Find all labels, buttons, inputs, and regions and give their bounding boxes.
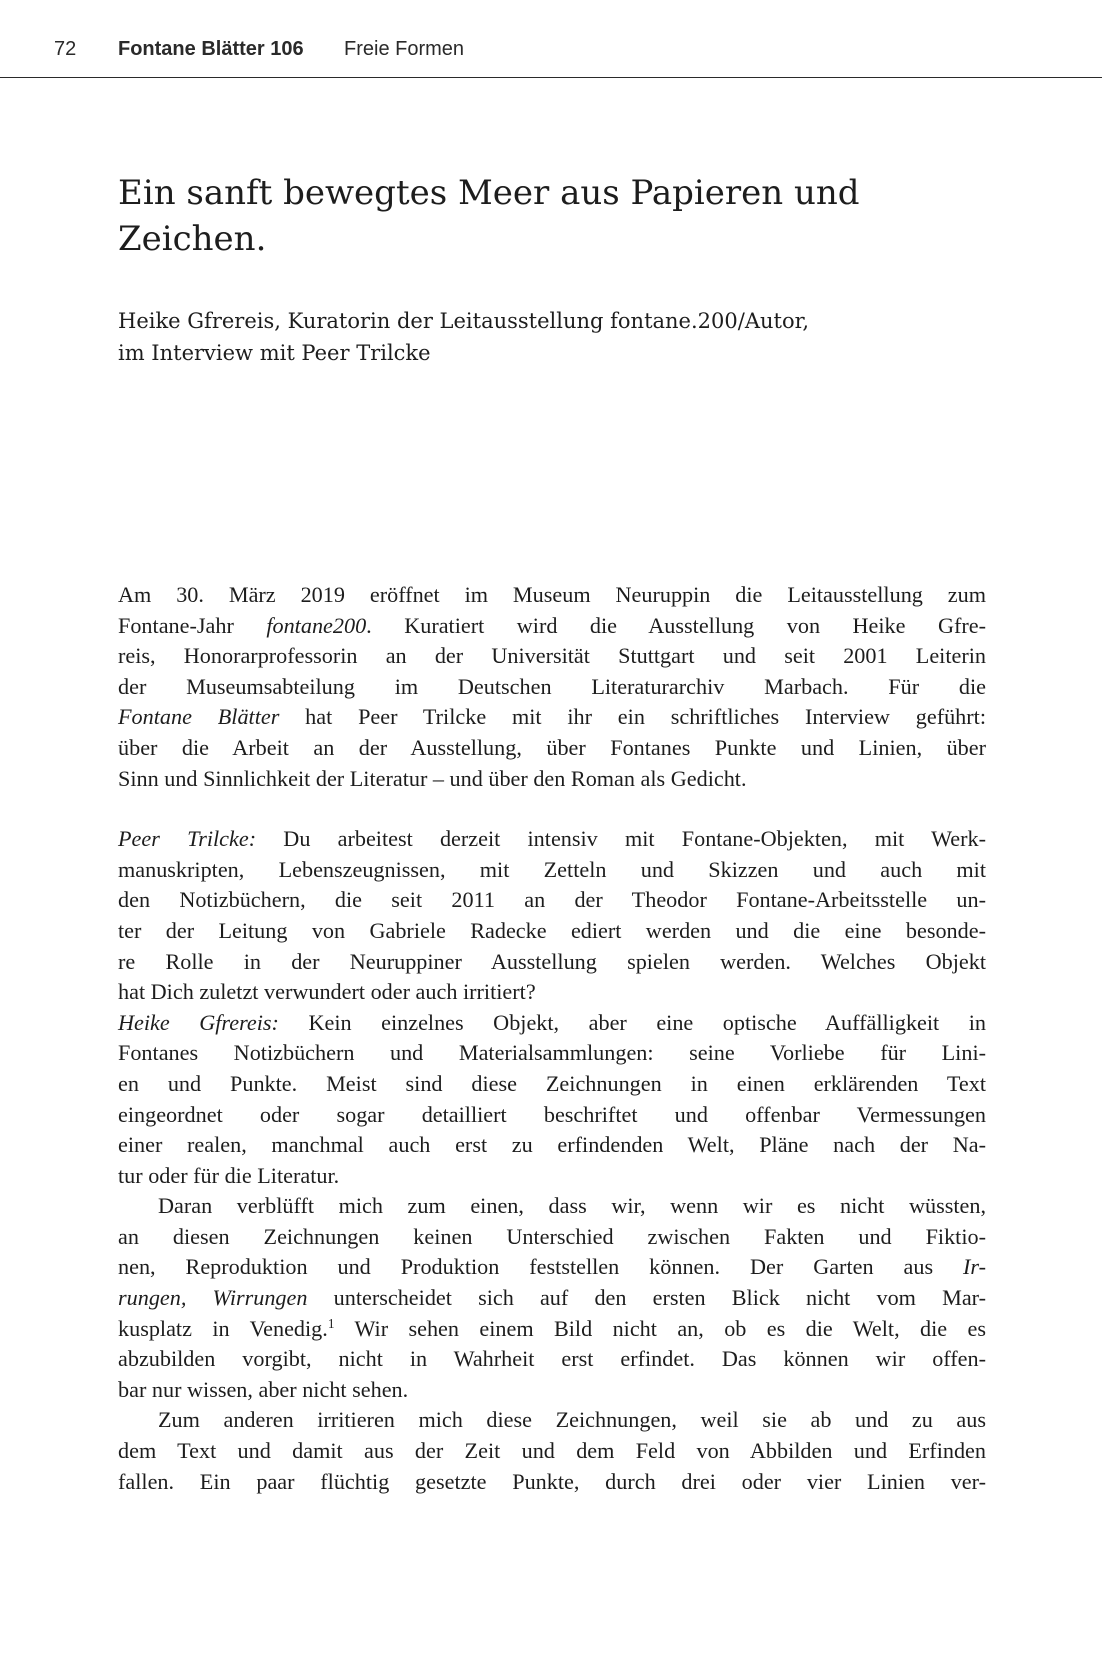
running-head [0, 0, 1102, 78]
text-run: nen, Reproduktion und Produktion feststellen können. Der Garten aus [118, 1254, 964, 1280]
text-line: Daran verblüfft mich zum einen, dass wir, wenn wir es nicht wüssten, [158, 1193, 986, 1219]
text-run: . Kuratiert wird die Ausstellung von Heike Gfre- [366, 612, 987, 638]
text-run-italic: rungen, Wirrungen [118, 1285, 308, 1311]
footnote-marker: 1 [327, 1315, 335, 1331]
text-run: hat Peer Trilcke mit ihr ein schriftliches Interview geführt: [279, 704, 986, 730]
answer-paragraph [118, 1405, 986, 1497]
text-line: abzubilden vorgibt, nicht in Wahrheit erst erfindet. Das können wir offen- [118, 1346, 986, 1372]
article-byline [118, 305, 978, 369]
page-number: 72 [54, 38, 77, 60]
intro-paragraph [118, 580, 986, 794]
text-run-italic: Fontane Blätter [118, 704, 280, 730]
text-line [118, 824, 986, 855]
text-line: bar nur wissen, aber nicht sehen. [118, 1376, 409, 1402]
journal-title: Fontane Blätter 106 [118, 38, 304, 60]
text-line: der Museumsabteilung im Deutschen Literaturarchiv Marbach. Für die [118, 673, 986, 699]
text-line: reis, Honorarprofessorin an der Universität Stuttgart und seit 2001 Leiterin [118, 643, 986, 669]
text-run-italic: Ir- [963, 1254, 986, 1280]
article-body [118, 580, 986, 1497]
text-run: Wir sehen einem Bild nicht an, ob es die Welt, die es [334, 1315, 986, 1341]
text-run: unterscheidet sich auf den ersten Blick nicht vom Mar- [307, 1285, 987, 1311]
text-line: fallen. Ein paar flüchtig gesetzte Punkte, durch drei oder vier Linien ver- [118, 1468, 986, 1494]
text-line: manuskripten, Lebenszeugnissen, mit Zetteln und Skizzen und auch mit [118, 856, 986, 882]
text-line: Sinn und Sinnlichkeit der Literatur – und über den Roman als Gedicht. [118, 765, 747, 791]
text-run-italic: fontane200 [266, 612, 367, 638]
text-line: re Rolle in der Neuruppiner Ausstellung spielen werden. Welches Objekt [118, 948, 986, 974]
text-line: tur oder für die Literatur. [118, 1162, 340, 1188]
text-line: ter der Leitung von Gabriele Radecke ediert werden und die eine besonde- [118, 917, 986, 943]
text-line: Zum anderen irritieren mich diese Zeichnungen, weil sie ab und zu aus [158, 1407, 986, 1433]
question-paragraph [118, 824, 986, 1008]
text-line: an diesen Zeichnungen keinen Unterschied zwischen Fakten und Fiktio- [118, 1223, 986, 1249]
speaker-name: Heike Gfrereis: [118, 1009, 279, 1035]
text-line [118, 1314, 986, 1345]
text-run: Fontane-Jahr [118, 612, 267, 638]
byline-line: Heike Gfrereis, Kuratorin der Leitausstellung fontane.200/Autor, [118, 309, 810, 333]
text-line: einer realen, manchmal auch erst zu erfindenden Welt, Pläne nach der Na- [118, 1132, 986, 1158]
text-run: Du arbeitest derzeit intensiv mit Fontane-Objekten, mit Werk- [256, 826, 986, 852]
text-line: hat Dich zuletzt verwundert oder auch irritiert? [118, 979, 536, 1005]
text-line: über die Arbeit an der Ausstellung, über Fontanes Punkte und Linien, über [118, 734, 986, 760]
article-title [118, 170, 938, 262]
answer-paragraph [118, 1191, 986, 1405]
text-line [118, 702, 986, 733]
text-line: eingeordnet oder sogar detailliert beschriftet und offenbar Vermessungen [118, 1101, 986, 1127]
title-line: Ein sanft bewegtes Meer aus Papieren und [118, 173, 860, 213]
speaker-name: Peer Trilcke: [118, 826, 257, 852]
text-line [118, 1252, 986, 1283]
byline-line: im Interview mit Peer Trilcke [118, 341, 431, 365]
text-line: Am 30. März 2019 eröffnet im Museum Neuruppin die Leitausstellung zum [118, 582, 986, 607]
text-run: kusplatz in Venedig. [118, 1315, 328, 1341]
text-line: dem Text und damit aus der Zeit und dem Feld von Abbilden und Erfinden [118, 1438, 986, 1464]
section-title: Freie Formen [344, 38, 465, 60]
text-line: den Notizbüchern, die seit 2011 an der Theodor Fontane-Arbeitsstelle un- [118, 887, 986, 913]
text-line: Fontanes Notizbüchern und Materialsammlungen: seine Vorliebe für Lini- [118, 1040, 986, 1066]
title-line: Zeichen. [118, 219, 267, 259]
text-run: Kein einzelnes Objekt, aber eine optische Auffälligkeit in [278, 1009, 986, 1035]
text-line: en und Punkte. Meist sind diese Zeichnungen in einen erklärenden Text [118, 1070, 986, 1096]
text-line [118, 611, 986, 642]
text-line [118, 1008, 986, 1039]
answer-paragraph [118, 1008, 986, 1192]
text-line [118, 1283, 986, 1314]
